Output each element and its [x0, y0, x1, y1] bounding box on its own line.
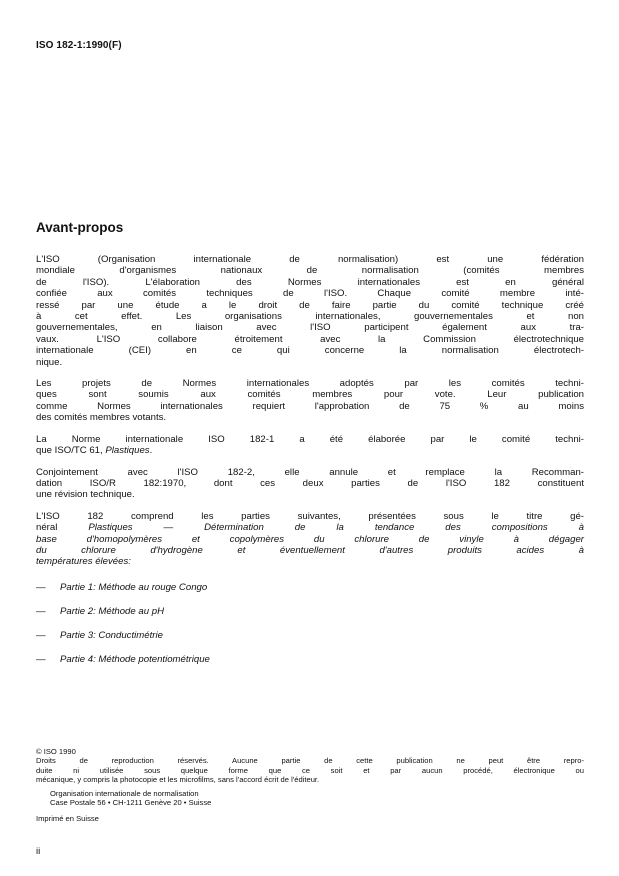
text-line: des comités membres votants. — [36, 412, 167, 424]
rights-line: mécanique, y compris la photocopie et les microfilms, sans l'accord écrit de l'éditeur. — [36, 775, 320, 785]
text-line: de l'ISO). L'élaboration des Normes internationales est en général — [36, 276, 584, 288]
paragraph-voting — [36, 378, 584, 424]
publisher-address — [36, 789, 584, 808]
text-line: Les projets de Normes internationales adoptés par les comités techni- — [36, 378, 584, 390]
foreword-section — [36, 220, 584, 678]
text-line: vaux. L'ISO collabore étroitement avec la Commission électrotechnique — [36, 333, 584, 345]
text-line: mondiale d'organismes nationaux de normalisation (comités membres — [36, 265, 584, 277]
text-line: La Norme internationale ISO 182-1 a été élaborée par le comité techni- — [36, 433, 584, 445]
postal-address: Case Postale 56 • CH-1211 Genève 20 • Suisse — [50, 798, 212, 808]
dash-bullet: — — [36, 581, 46, 593]
part-label: Partie 1: Méthode au rouge Congo — [60, 581, 208, 593]
rights-line: duite ni utilisée sous quelque forme que ce soit et par aucun procédé, électronique ou — [36, 765, 584, 775]
text-line — [36, 522, 584, 533]
general-title: du chlorure d'hydrogène et éventuellement d'autres produits acides à — [36, 544, 584, 556]
copyright-line: © ISO 1990 — [36, 747, 76, 756]
general-title: Plastiques — Détermination de la tendance des compositions à — [88, 522, 585, 534]
list-item — [36, 630, 584, 641]
dash-bullet: — — [36, 629, 46, 641]
text-line — [36, 556, 584, 567]
text-line: internationale (CEI) en ce qui concerne la normalisation électrotech- — [36, 345, 584, 357]
section-title: Avant-propos — [36, 220, 124, 235]
paragraph-committee — [36, 434, 584, 457]
text-line: ques sont soumis aux comités membres pour vote. Leur publication — [36, 389, 584, 401]
text-line: à cet effet. Les organisations internationales, gouvernementales et non — [36, 311, 584, 323]
parts-list — [36, 582, 584, 665]
copyright-notice — [36, 747, 584, 824]
general-title: base d'homopolymères et copolymères du chlorure de vinyle à dégager — [36, 533, 584, 545]
organisation-name: Organisation internationale de normalisation — [50, 788, 199, 798]
list-item — [36, 654, 584, 665]
printed-in: Imprimé en Suisse — [36, 814, 99, 824]
dash-bullet: — — [36, 653, 46, 665]
text-line — [36, 534, 584, 545]
paragraph-iso-organisation — [36, 254, 584, 368]
list-item — [36, 582, 584, 593]
paragraph-parts-intro — [36, 511, 584, 568]
text-line: confiée aux comités techniques de l'ISO. Chaque comité membre inté- — [36, 288, 584, 300]
committee-name: Plastiques — [105, 445, 150, 457]
text-line — [36, 545, 584, 556]
text-line: comme Normes internationales requiert l'approbation de 75 % au moins — [36, 400, 584, 412]
part-label: Partie 3: Conductimétrie — [60, 629, 163, 641]
dash-bullet: — — [36, 605, 46, 617]
text-fragment: que ISO/TC 61, — [36, 445, 106, 457]
text-line: Conjointement avec l'ISO 182-2, elle annule et remplace la Recomman- — [36, 466, 584, 478]
part-label: Partie 2: Méthode au pH — [60, 605, 164, 617]
page-number: ii — [36, 846, 41, 857]
rights-line: Droits de reproduction réservés. Aucune partie de cette publication ne peut être repro- — [36, 756, 584, 766]
text-fragment: néral — [36, 522, 89, 534]
part-label: Partie 4: Méthode potentiométrique — [60, 653, 210, 665]
document-id: ISO 182-1:1990(F) — [36, 40, 122, 51]
text-line: dation ISO/R 182:1970, dont ces deux parties de l'ISO 182 constituent — [36, 477, 584, 489]
list-item — [36, 606, 584, 617]
text-line: gouvernementales, en liaison avec l'ISO participent également aux tra- — [36, 322, 584, 334]
text-line: nique. — [36, 356, 63, 368]
text-line — [36, 445, 584, 456]
text-fragment: . — [149, 445, 153, 457]
text-line: ressé par une étude a le droit de faire partie du comité technique créé — [36, 299, 584, 311]
text-line: une révision technique. — [36, 489, 135, 501]
text-line: L'ISO (Organisation internationale de normalisation) est une fédération — [36, 254, 584, 265]
paragraph-replacement — [36, 467, 584, 501]
text-line: L'ISO 182 comprend les parties suivantes, présentées sous le titre gé- — [36, 510, 584, 522]
general-title: températures élevées: — [36, 556, 131, 568]
